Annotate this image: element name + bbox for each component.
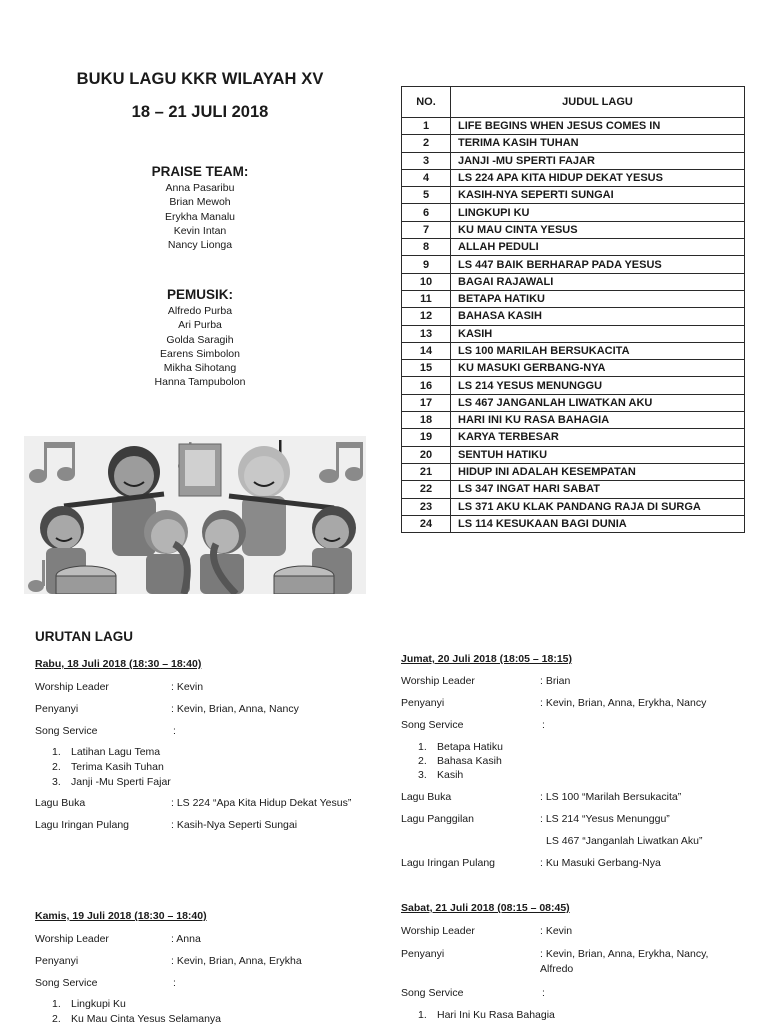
song-title: LS 100 MARILAH BERSUKACITA xyxy=(451,342,745,359)
value-song-service: : xyxy=(173,977,176,989)
song-number: 8 xyxy=(402,239,451,256)
song-number: 20 xyxy=(402,446,451,463)
day-heading-kamis: Kamis, 19 Juli 2018 (18:30 – 18:40) xyxy=(35,910,207,922)
value-song-service: : xyxy=(542,987,545,999)
song-service-item: 1. Latihan Lagu Tema xyxy=(52,746,161,758)
value-penyanyi: : Kevin, Brian, Anna, Nancy xyxy=(171,703,299,715)
table-row xyxy=(402,429,745,446)
table-row xyxy=(402,446,745,463)
song-title: BAHASA KASIH xyxy=(451,308,745,325)
praise-team-heading: PRAISE TEAM: xyxy=(151,164,249,179)
book-title: BUKU LAGU KKR WILAYAH XV xyxy=(76,70,324,88)
label-penyanyi: Penyanyi xyxy=(35,955,79,967)
song-title: ALLAH PEDULI xyxy=(451,239,745,256)
song-number: 16 xyxy=(402,377,451,394)
song-number: 4 xyxy=(402,169,451,186)
song-service-item: 3. Kasih xyxy=(418,769,464,781)
table-row xyxy=(402,481,745,498)
song-title: LS 467 JANGANLAH LIWATKAN AKU xyxy=(451,394,745,411)
table-row xyxy=(402,308,745,325)
table-row xyxy=(402,463,745,480)
song-service-item: 1. Betapa Hatiku xyxy=(418,741,503,753)
value-lagu-iringan-pulang: : Kasih-Nya Seperti Sungai xyxy=(171,819,298,831)
song-service-item: 2. Terima Kasih Tuhan xyxy=(52,761,164,773)
table-row xyxy=(402,412,745,429)
song-number: 1 xyxy=(402,118,451,135)
musicians-heading: PEMUSIK: xyxy=(166,287,233,302)
table-row xyxy=(402,498,745,515)
song-number: 21 xyxy=(402,463,451,480)
table-row xyxy=(402,377,745,394)
song-order-heading: URUTAN LAGU xyxy=(35,629,133,644)
praise-team-member: Nancy Lionga xyxy=(167,239,233,252)
table-row xyxy=(402,239,745,256)
song-title: KU MASUKI GERBANG-NYA xyxy=(451,360,745,377)
song-service-item: 3. Janji -Mu Sperti Fajar xyxy=(52,776,171,788)
song-title: HIDUP INI ADALAH KESEMPATAN xyxy=(451,463,745,480)
musician-member: Earens Simbolon xyxy=(160,347,240,360)
children-band-illustration xyxy=(24,436,366,594)
musician-member: Alfredo Purba xyxy=(167,305,233,317)
song-title: BETAPA HATIKU xyxy=(451,290,745,307)
song-title: LIFE BEGINS WHEN JESUS COMES IN xyxy=(451,118,745,135)
song-title: KASIH-NYA SEPERTI SUNGAI xyxy=(451,187,745,204)
song-service-item: 1. Lingkupi Ku xyxy=(52,998,126,1010)
song-number: 12 xyxy=(402,308,451,325)
value-penyanyi: : Kevin, Brian, Anna, Erykha, Nancy xyxy=(540,697,707,709)
praise-team-member: Erykha Manalu xyxy=(164,210,236,223)
song-title: TERIMA KASIH TUHAN xyxy=(451,135,745,152)
label-worship-leader: Worship Leader xyxy=(35,681,109,693)
song-number: 2 xyxy=(402,135,451,152)
value-worship-leader: : Brian xyxy=(540,675,571,687)
value-lagu-buka: : LS 100 “Marilah Bersukacita” xyxy=(540,791,682,803)
song-number: 23 xyxy=(402,498,451,515)
song-title: LS 371 AKU KLAK PANDANG RAJA DI SURGA xyxy=(451,498,745,515)
musician-member: Mikha Sihotang xyxy=(163,362,237,375)
table-row xyxy=(402,204,745,221)
song-number: 19 xyxy=(402,429,451,446)
label-penyanyi: Penyanyi xyxy=(35,703,79,715)
praise-team-member: Anna Pasaribu xyxy=(165,182,235,194)
song-title: LINGKUPI KU xyxy=(451,204,745,221)
praise-team-member: Kevin Intan xyxy=(173,224,227,237)
song-service-item: 1. Hari Ini Ku Rasa Bahagia xyxy=(418,1009,555,1021)
table-row xyxy=(402,273,745,290)
value-worship-leader: : Kevin xyxy=(540,925,573,937)
label-worship-leader: Worship Leader xyxy=(401,675,475,687)
musician-member: Ari Purba xyxy=(178,319,222,332)
label-lagu-buka: Lagu Buka xyxy=(35,797,86,809)
table-row xyxy=(402,290,745,307)
table-row xyxy=(402,169,745,186)
song-number: 3 xyxy=(402,152,451,169)
label-worship-leader: Worship Leader xyxy=(35,933,109,945)
song-number: 22 xyxy=(402,481,451,498)
value-worship-leader: : Kevin xyxy=(171,681,204,693)
value-worship-leader: : Anna xyxy=(171,933,201,945)
song-list-table xyxy=(401,86,745,533)
column-header-title: JUDUL LAGU xyxy=(451,87,745,118)
song-title: HARI INI KU RASA BAHAGIA xyxy=(451,412,745,429)
label-song-service: Song Service xyxy=(35,725,98,737)
table-row xyxy=(402,187,745,204)
song-number: 13 xyxy=(402,325,451,342)
label-song-service: Song Service xyxy=(35,977,98,989)
table-row xyxy=(402,118,745,135)
value-penyanyi: : Kevin, Brian, Anna, Erykha, Nancy, xyxy=(540,948,709,960)
song-number: 9 xyxy=(402,256,451,273)
day-heading-jumat: Jumat, 20 Juli 2018 (18:05 – 18:15) xyxy=(401,653,573,665)
label-song-service: Song Service xyxy=(401,719,464,731)
song-number: 11 xyxy=(402,290,451,307)
label-penyanyi: Penyanyi xyxy=(401,948,445,960)
value-penyanyi: : Kevin, Brian, Anna, Erykha xyxy=(171,955,302,967)
table-row xyxy=(402,360,745,377)
label-lagu-iringan-pulang: Lagu Iringan Pulang xyxy=(35,819,129,831)
label-lagu-iringan-pulang: Lagu Iringan Pulang xyxy=(401,857,495,869)
label-lagu-buka: Lagu Buka xyxy=(401,791,452,803)
label-penyanyi: Penyanyi xyxy=(401,697,445,709)
song-number: 14 xyxy=(402,342,451,359)
musicians-list xyxy=(40,304,360,390)
table-row xyxy=(402,394,745,411)
value-lagu-panggilan-2: LS 467 “Janganlah Liwatkan Aku” xyxy=(546,835,703,847)
song-number: 17 xyxy=(402,394,451,411)
event-dates: 18 – 21 JULI 2018 xyxy=(131,103,269,121)
musician-member: Golda Saragih xyxy=(166,333,234,346)
label-song-service: Song Service xyxy=(401,987,464,999)
song-title: LS 114 KESUKAAN BAGI DUNIA xyxy=(451,515,745,532)
table-row xyxy=(402,342,745,359)
table-row xyxy=(402,152,745,169)
song-number: 7 xyxy=(402,221,451,238)
song-title: LS 347 INGAT HARI SABAT xyxy=(451,481,745,498)
song-title: SENTUH HATIKU xyxy=(451,446,745,463)
table-row xyxy=(402,135,745,152)
day-heading-rabu: Rabu, 18 Juli 2018 (18:30 – 18:40) xyxy=(35,658,202,670)
praise-team-member: Brian Mewoh xyxy=(169,196,231,209)
song-title: BAGAI RAJAWALI xyxy=(451,273,745,290)
musician-member: Hanna Tampubolon xyxy=(154,376,246,389)
label-lagu-panggilan: Lagu Panggilan xyxy=(401,813,474,825)
value-penyanyi-cont: Alfredo xyxy=(540,963,574,975)
song-title: JANJI -MU SPERTI FAJAR xyxy=(451,152,745,169)
column-header-no: NO. xyxy=(402,87,451,118)
song-number: 24 xyxy=(402,515,451,532)
song-number: 15 xyxy=(402,360,451,377)
praise-team-list xyxy=(40,181,360,252)
song-service-item: 2. Ku Mau Cinta Yesus Selamanya xyxy=(52,1013,222,1025)
song-number: 10 xyxy=(402,273,451,290)
label-worship-leader: Worship Leader xyxy=(401,925,475,937)
value-lagu-buka: : LS 224 “Apa Kita Hidup Dekat Yesus” xyxy=(171,797,352,809)
song-title: KU MAU CINTA YESUS xyxy=(451,221,745,238)
song-number: 18 xyxy=(402,412,451,429)
value-lagu-panggilan: : LS 214 “Yesus Menunggu” xyxy=(540,813,670,825)
value-song-service: : xyxy=(173,725,176,737)
table-row xyxy=(402,325,745,342)
day-heading-sabat: Sabat, 21 Juli 2018 (08:15 – 08:45) xyxy=(401,902,570,914)
value-lagu-iringan-pulang: : Ku Masuki Gerbang-Nya xyxy=(540,857,661,869)
table-row xyxy=(402,221,745,238)
song-title: KASIH xyxy=(451,325,745,342)
value-song-service: : xyxy=(542,719,545,731)
song-title: LS 224 APA KITA HIDUP DEKAT YESUS xyxy=(451,169,745,186)
song-number: 6 xyxy=(402,204,451,221)
table-row xyxy=(402,256,745,273)
table-header-row xyxy=(402,87,745,118)
song-number: 5 xyxy=(402,187,451,204)
table-row xyxy=(402,515,745,532)
song-title: LS 214 YESUS MENUNGGU xyxy=(451,377,745,394)
song-title: KARYA TERBESAR xyxy=(451,429,745,446)
song-service-item: 2. Bahasa Kasih xyxy=(418,755,502,767)
song-title: LS 447 BAIK BERHARAP PADA YESUS xyxy=(451,256,745,273)
